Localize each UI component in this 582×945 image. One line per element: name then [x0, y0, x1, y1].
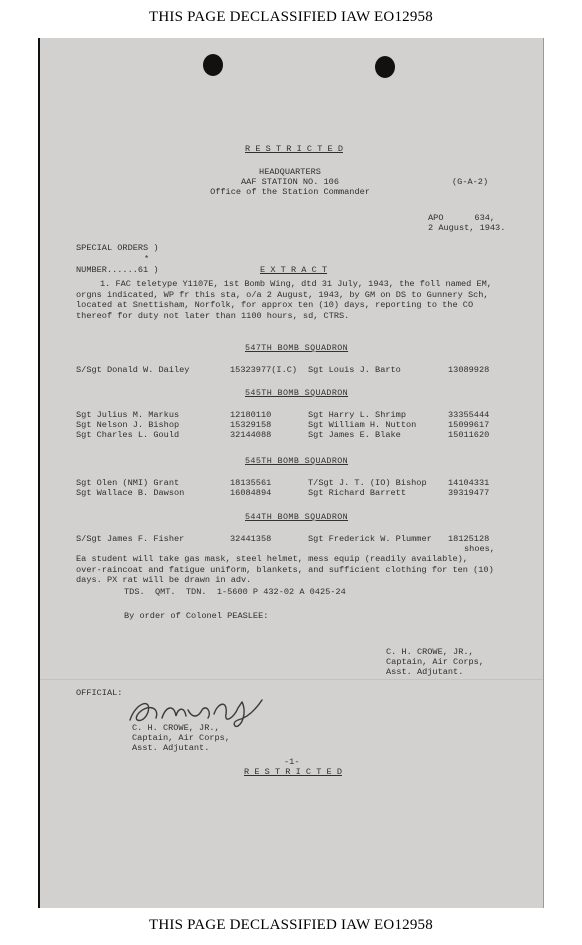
roster-serial: 15329158: [230, 420, 272, 430]
roster-name: Sgt Frederick W. Plummer: [308, 534, 432, 544]
roster-name: Sgt Richard Barrett: [308, 488, 406, 498]
roster-name: Sgt Julius M. Markus: [76, 410, 180, 420]
code-ref: (G-A-2): [452, 177, 489, 187]
roster-name: Sgt Wallace B. Dawson: [76, 488, 185, 498]
roster-serial: 32144088: [230, 430, 272, 440]
official-signer-rank: Captain, Air Corps,: [132, 733, 230, 743]
roster-name: Sgt Olen (NMI) Grant: [76, 478, 180, 488]
document-page: [38, 38, 544, 908]
roster-serial: 13089928: [448, 365, 490, 375]
extract-heading: E X T R A C T: [260, 265, 328, 275]
official-signer-name: C. H. CROWE, JR.,: [132, 723, 220, 733]
order-date: 2 August, 1943.: [428, 223, 506, 233]
roster-serial: 32441358: [230, 534, 272, 544]
order-paragraph: 1. FAC teletype Y1107E, 1st Bomb Wing, dtd 31 July, 1943, the foll named EM, orgns indicated, WP fr this sta, o/a 2 August, 1943, by GM on DS to Gunnery Sch, located at Snettisham, Norfolk, for approx ten (10) days, reporting to the CO thereof for duty not later than 1100 hours, sd, CTRS.: [76, 279, 492, 321]
order-number: NUMBER......61 ): [76, 265, 159, 275]
apo-line: APO 634,: [428, 213, 496, 223]
heading-line-3: Office of the Station Commander: [210, 187, 370, 197]
punch-hole-right: [375, 56, 395, 78]
declassified-banner-bottom: THIS PAGE DECLASSIFIED IAW EO12958: [149, 917, 433, 933]
punch-hole-left: [203, 54, 223, 76]
fold-line: [40, 679, 543, 680]
roster-name: Sgt Harry L. Shrimp: [308, 410, 406, 420]
roster-serial: 39319477: [448, 488, 490, 498]
roster-name: S/Sgt Donald W. Dailey: [76, 365, 190, 375]
roster-name: Sgt Charles L. Gould: [76, 430, 180, 440]
roster-name: Sgt William H. Nutton: [308, 420, 417, 430]
declassified-banner-top: THIS PAGE DECLASSIFIED IAW EO12958: [149, 9, 433, 25]
roster-name: S/Sgt James F. Fisher: [76, 534, 185, 544]
fund-citation: TDS. QMT. TDN. 1-5600 P 432-02 A 0425-24: [124, 587, 346, 597]
roster-serial: 15011620: [448, 430, 490, 440]
squadron-heading: 545TH BOMB SQUADRON: [245, 456, 349, 466]
by-order-line: By order of Colonel PEASLEE:: [124, 611, 269, 621]
roster-serial: 12180110: [230, 410, 272, 420]
roster-serial: 15099617: [448, 420, 490, 430]
roster-name: T/Sgt J. T. (IO) Bishop: [308, 478, 427, 488]
official-signer-title: Asst. Adjutant.: [132, 743, 210, 753]
classification-bottom: R E S T R I C T E D: [244, 767, 342, 777]
squadron-heading: 545TH BOMB SQUADRON: [245, 388, 349, 398]
roster-name: Sgt James E. Blake: [308, 430, 401, 440]
roster-name: Sgt Louis J. Barto: [308, 365, 401, 375]
special-orders-label: SPECIAL ORDERS ): [76, 243, 159, 253]
classification-top: R E S T R I C T E D: [245, 144, 343, 154]
heading-line-2: AAF STATION NO. 106: [241, 177, 339, 187]
roster-serial: 14104331: [448, 478, 490, 488]
signer-title: Asst. Adjutant.: [386, 667, 464, 677]
roster-serial: 18125128: [448, 534, 490, 544]
roster-name: Sgt Nelson J. Bishop: [76, 420, 180, 430]
roster-serial: 33355444: [448, 410, 490, 420]
asterisk: *: [144, 254, 150, 264]
roster-serial: 15323977(I.C): [230, 365, 298, 375]
roster-serial: 18135561: [230, 478, 272, 488]
official-label: OFFICIAL:: [76, 688, 123, 698]
heading-line-1: HEADQUARTERS: [259, 167, 321, 177]
equipment-paragraph: Ea student will take gas mask, steel helmet, mess equip (readily available), over-raincoat and fatigue uniform, blankets, and sufficient clothing for ten (10) days. PX rat will be drawn in adv.: [76, 554, 494, 586]
signer-rank: Captain, Air Corps,: [386, 657, 484, 667]
equipment-shoes: shoes,: [464, 544, 495, 554]
roster-serial: 16084894: [230, 488, 272, 498]
signer-name: C. H. CROWE, JR.,: [386, 647, 474, 657]
squadron-heading: 544TH BOMB SQUADRON: [245, 512, 349, 522]
page-number: -1-: [284, 757, 300, 767]
squadron-heading: 547TH BOMB SQUADRON: [245, 343, 349, 353]
